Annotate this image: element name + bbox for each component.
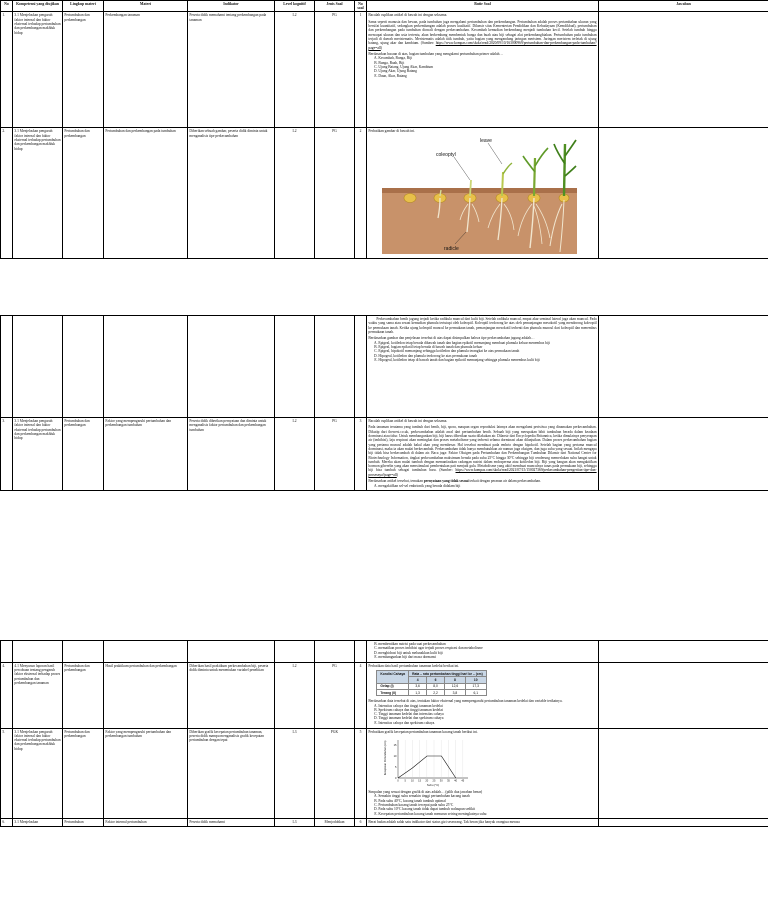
- cell-level: L2: [275, 128, 315, 259]
- graph-y-label: Kecepatan Pertumbuhan (cm): [384, 740, 388, 776]
- cell-level: L2: [275, 662, 315, 728]
- x-tick-label: 0: [397, 779, 400, 783]
- option-b: B. Bunga, Buah, Biji: [378, 61, 596, 65]
- question-intro: Perhatikan gambar di bawah ini.: [368, 129, 415, 134]
- table-row-continued: [1, 641, 768, 663]
- cell-materi: Hasil praktikum pertumbuhan dan perkembangan: [104, 662, 188, 728]
- header-lingkup: Lingkup materi: [63, 1, 104, 12]
- table-cell: 17,3: [465, 683, 486, 689]
- option-c: C. mematikan proses imbibisi agar terjadi proses respirasi dan metabolisme: [378, 646, 596, 650]
- option-list: [378, 341, 596, 362]
- cell-lingkup: Pertumbuhan dan perkembangan: [63, 728, 104, 819]
- y-tick-label: 0: [395, 777, 397, 781]
- question-intro: Bacalah cuplikan artikel di bawah ini dengan seksama.: [368, 419, 448, 423]
- y-tick-label: 15: [394, 744, 397, 748]
- cell-jenis: PG: [315, 662, 355, 728]
- table-row-continued: [1, 316, 768, 418]
- cell-indikator: Peserta didik memahami tentang perkembangan pada tanaman: [188, 12, 275, 128]
- label-radicle: radicle: [444, 245, 460, 252]
- question-intro: Perhatikan data hasil pertumbuhan tanaman kedelai berikut ini.: [368, 663, 460, 668]
- table-cell: 12,6: [445, 683, 466, 689]
- cell-indikator: Diberikan grafik kecepatan pertumbuhan tanaman, peserta didik mampu menganalisis grafik kecepatan pertumbuhan dengan tepat: [188, 728, 275, 819]
- cell-jenis: PG: [315, 418, 355, 491]
- growth-data-table: [376, 670, 486, 696]
- table-title: Rata – rata pertambahan tinggi hari ke – (cm): [409, 671, 487, 677]
- cell-level: L2: [275, 418, 315, 491]
- cell-indikator: Peserta didik memahami: [188, 819, 275, 826]
- label-coleoptyl: coleoptyl: [436, 151, 457, 158]
- table-row: [1, 418, 768, 491]
- header-jawaban: Jawaban: [599, 1, 768, 12]
- cell-nosoal: 2: [355, 128, 367, 259]
- table-cell: 3,6: [409, 683, 427, 689]
- cell-butir-soal: [367, 128, 599, 259]
- y-tick-label: 5: [395, 766, 397, 770]
- day-header: 10: [465, 677, 486, 683]
- cell-kompetensi: 3.1 Menjelaskan pengaruh faktor internal dan faktor eksternal terhadap pertumbuhan dan perkembangan makhluk hidup: [13, 728, 63, 819]
- table-cell: 8,0: [427, 683, 445, 689]
- row-label: Gelap (I): [377, 683, 409, 689]
- cell-materi: Faktor internal pertumbuhan: [104, 819, 188, 826]
- question-intro: Perhatikan grafik kecepatan pertumbuhan tanaman kacang tanah berikut ini.: [368, 729, 478, 734]
- cell-jawaban: [599, 128, 768, 259]
- table-cell: 6,1: [465, 690, 486, 696]
- cell-materi: Faktor yang mempengaruhi pertumbuhan dan perkembangan tumbuhan: [104, 728, 188, 819]
- option-a: A. Semakin tinggi suhu semakin tinggi pertumbuhan kacang tanah: [378, 794, 596, 798]
- header-materi: Materi: [104, 1, 188, 12]
- cell-jawaban: [599, 418, 768, 491]
- cell-jenis: PG: [315, 12, 355, 128]
- cell-butir-soal: [367, 12, 599, 128]
- option-list: [378, 642, 596, 659]
- cell-kompetensi: 3.1 Menjelaskan pengaruh faktor internal dan faktor eksternal terhadap pertumbuhan dan perkembangan makhluk hidup: [13, 12, 63, 128]
- x-tick-label: 40: [454, 779, 458, 783]
- option-list: [378, 56, 596, 77]
- cell-nosoal: 6: [355, 819, 367, 826]
- y-tick-label: 10: [394, 755, 397, 759]
- option-b: B. Spektrum cahaya dan tinggi tanaman kedelai: [378, 708, 596, 712]
- option-c: C. Tinggi tanaman kedelai dan intensitas cahaya: [378, 712, 596, 716]
- option-b: B. Pada suhu 40°C, kacang tanah tumbuh optimal: [378, 799, 596, 803]
- cell-nosoal: 5: [355, 728, 367, 819]
- page-3: [0, 640, 768, 906]
- option-e: E. Kecepatan pertumbuhan kacang tanah menurun seiring meningkatnya suhu: [378, 812, 596, 816]
- option-e: E. membangunkan biji dari masa dormansi: [378, 655, 596, 659]
- graph-x-label: Suhu (°C): [427, 783, 440, 788]
- cell-butir-soal: Berat badan adalah salah satu indikator dari status gizi seseorang. Tak heran jika banyak orangtua merasa: [367, 819, 599, 826]
- source-link[interactable]: https://www.kompas.com/skola/read/2020/09/10/163000969/pertumbuhan-dan-perkembangan-pada-tumbuhan?page=all: [368, 41, 597, 50]
- kisi-kisi-table: [0, 640, 768, 827]
- header-jenis: Jenis Soal: [315, 1, 355, 12]
- table-corner: Kondisi Cahaya: [377, 671, 409, 684]
- table-row: [1, 819, 768, 826]
- option-c: C. Epigeal, hipokotil memanjang sehingga kotiledon dan plumula terangkat ke atas permukaan tanah: [378, 349, 596, 353]
- cell-butir-soal: [367, 418, 599, 491]
- kisi-kisi-table: [0, 0, 768, 259]
- cell-nosoal: 4: [355, 662, 367, 728]
- header-kompetensi: Kompetensi yang diujikan: [13, 1, 63, 12]
- header-indikator: Indikator: [188, 1, 275, 12]
- cell-level: L3: [275, 728, 315, 819]
- x-tick-label: 25: [432, 779, 436, 783]
- cell-butir-soal: [367, 662, 599, 728]
- growth-rate-graph: [382, 736, 474, 788]
- cell-lingkup: Pertumbuhan dan perkembangan: [63, 12, 104, 128]
- cell-jawaban: [599, 819, 768, 826]
- cell-kompetensi: 3.1 Menjelaskan pengaruh faktor internal dan faktor eksternal terhadap pertumbuhan dan perkembangan makhluk hidup: [13, 418, 63, 491]
- cell-kompetensi: 3.1 Menjelaskan pengaruh faktor internal dan faktor eksternal terhadap pertumbuhan dan perkembangan makhluk hidup: [13, 128, 63, 259]
- option-c: C. Pertumbuhan kacang tanah tercepat pada suhu 25°C: [378, 803, 596, 807]
- option-e: E. Hipogeal, kotiledon tetap di bawah tanah dan bagian epikotil memanjang sehingga plumula menembus kulit biji: [378, 358, 596, 362]
- option-d: D. Tinggi tanaman kedelai dan spektrum cahaya: [378, 716, 596, 720]
- question-stem: Berdasarkan bacaan di atas, bagian tumbuhan yang mengalami pertumbuhan primer adalah…: [368, 52, 504, 57]
- cell-no: 3.: [1, 418, 13, 491]
- header-level: Level kognitif: [275, 1, 315, 12]
- option-a: A. Epigeal, kotiledon tetap berada dibawah tanah dan bagian epikotil memanjang membuat plumula keluar menembus biji: [378, 341, 596, 345]
- article-paragraph: Pada tanaman terutama yang tumbuh dari benih, biji, spora, maupun organ reproduksi lainnya akan mengalami peristiwa yang dinamakan perkecambahan. Dikutip dari thewest.co.uk, perkecambahan adalah awal dari pertumbuhan benih. Sebuah biji yang merupakan bibit tumbuhan berada dalam keadaan dorminasi atau tidur. Untuk membangunkan biji, biji harus diberikan suatu dilakukan air. Dilansir dari Encyclopedia Britannica, ketika dimulainya penyerapan air (imbibisi), laju respirasi akan meningkat dan proses metabolisme yang terhenti selama dorminasi akan dilanjutkan. Dalam proses perkecambahan bagian yang pertama muncul adalah bakal akan yang membesar. Hal tersebut membuat pada embrio dengan hipokotil. Setelah bagian yang pertama muncul dorminasi, maka ia akan mulai berkecambah. Perkecambahan tidak hanya membutuhkan air namun juga oksigen, dan juga suhu yang sesuai. Inilah mengapa biji tidak bisa berkecambah di dalam air. Baca juga: Faktor Oksigen pada Pertumbuhan dan Perkembangan Tumbuhan Dilansir dari National Center for Biotechnology Information, tingkat perkecambahan maksimum berada pada suhu 25°C hingga 30°C sehingga biji cenderung memerlukan suhu hangat untuk tumbuh. Mereka akan mulai tumbuh dengan memanfaatkan cadangan nutrisi dalam endosperma atau kotiledon biji. Biji yang bangun akan mengaktifkan hormon giberelin yang akan menstimulasi pembentukan pati menjadi gula. Metabolisme yang aktif membuat munculnya tunas pada permukaan biji, sehingga biji bisa tumbuh sebagai tumbuhan baru. (Sumber: https://www.kompas.com/skola/read/2021/07/15/150027369/perkecambahan-pengertian-tipe-dan-prosesnya?page=all): [368, 425, 597, 477]
- cell-no: 2.: [1, 128, 13, 259]
- table-header-row: [1, 1, 768, 12]
- cell-nosoal: 1: [355, 12, 367, 128]
- page-1: [0, 0, 768, 298]
- cell-kompetensi: 4.1 Menyusun laporan hasil percobaan tentang pengaruh faktor eksternal terhadap proses pertumbuhan dan perkembangan tanaman: [13, 662, 63, 728]
- table-row: [1, 728, 768, 819]
- header-butir: Butir Soal: [367, 1, 599, 12]
- cell-butir-soal: [367, 316, 599, 418]
- seed-1: [404, 193, 416, 202]
- cell-no: 5.: [1, 728, 13, 819]
- option-a: A. Intensitas cahaya dan tinggi tanaman kedelai: [378, 704, 596, 708]
- corn-germination-figure: [382, 136, 577, 254]
- page-2: [0, 315, 768, 615]
- cell-materi: Pertumbuhan dan perkembangan pada tumbuhan: [104, 128, 188, 259]
- question-stem: Berdasarkan data tersebut di atas, tentukan faktor eksternal yang mempengaruhi pertumbuhan tanaman kedelai dan variable terikatnya.: [368, 699, 563, 704]
- cell-materi: Faktor yang mempengaruhi pertumbuhan dan perkembangan tumbuhan: [104, 418, 188, 491]
- x-tick-label: 30: [440, 779, 444, 783]
- header-nosoal: No soal: [355, 1, 367, 12]
- option-e: E. Intensitas cahaya dan spektrum cahaya.: [378, 721, 596, 725]
- cell-no: 4.: [1, 662, 13, 728]
- header-no: No: [1, 1, 13, 12]
- x-tick-label: 20: [425, 779, 429, 783]
- day-header: 8: [445, 677, 466, 683]
- table-row: [1, 662, 768, 728]
- cell-lingkup: Pertumbuhan dan perkembangan: [63, 128, 104, 259]
- option-list: [378, 484, 596, 488]
- option-e: E. Daun, Akar, Batang: [378, 74, 596, 78]
- question-intro: Bacalah cuplikan artikel di bawah ini dengan seksama.: [368, 13, 448, 18]
- cell-no: 1.: [1, 12, 13, 128]
- question-stem: Berdasarkan gambar dan penjelasan tersebut di atas dapat disimpulkan bahwa tipe perkecambahan jagung adalah…: [368, 336, 535, 341]
- option-d: D. menghidrasi biji untuk melunakkan kulit biji: [378, 651, 596, 655]
- option-a: A. mengaktifkan sel-sel embrionik yang berada didalam biji: [378, 484, 596, 488]
- table-cell: 3,8: [445, 690, 466, 696]
- cell-indikator: Diberikan hasil praktikum perkecambahan biji, peserta didik diminta untuk menentukan variabel penelitian: [188, 662, 275, 728]
- x-tick-label: 15: [418, 779, 422, 783]
- cell-lingkup: Pertumbuhan dan perkembangan: [63, 418, 104, 491]
- cell-jenis: PG: [315, 128, 355, 259]
- option-d: D. Hipogeal, kotiledon dan plumula terdorong ke atas permukaan tanah: [378, 354, 596, 358]
- table-row: [1, 12, 768, 128]
- article-paragraph: Sama seperti manusia dan hewan, pada tumbuhan juga mengalami pertumbuhan dan perkembangan. Pertumbuhan adalah proses pertambahan ukuran yang bersifat kuantitatif, sedangkan perkembangan adalah proses kualitatif. Dilansir situs Kementerian Pendidikan dan Kebudayaan (Kemdikbud), pertumbuhan dan perkembangan pada tumbuhan diawali dengan perkecambahan. Kecambah kemudian berkembang menjadi tumbuhan kecil. Setelah tumbuh hingga mencapai ukuran dan usia tertentu, akan berkembang membentuk bunga dan buah atau biji sebagai alat perkembangbiakan. Pertumbuhan pada tumbuhan terjadi di daerah meristematis. Meristematis adalah titik tumbuh, yaitu bagian yang mengandung jaringan meristem. Jaringan meristem terletak di ujung batang, ujung akar dan kambium. (Sumber: https://www.kompas.com/skola/read/2020/09/10/163000969/pertumbuhan-dan-perkembangan-pada-tumbuhan?page=all): [368, 19, 597, 50]
- article-paragraph: Perkecambahan benih jagung terjadi ketika radikula muncul dari kulit biji. Setelah radikula muncul, empat akar seminal lateral juga akan muncul. Pada waktu yang sama atau sesaat kemudian plumula tertutupi oleh koleoptil. Koleoptil terdorong ke atas oleh pemanjangan mesokotil yang mendorong koleoptil ke permukaan tanah. Ketika ujung koleoptil muncul ke permukaan tanah, pemanjangan mesokotil terhenti dan plumula muncul dari koleoptil dan menembus permukaan tanah.: [368, 317, 597, 334]
- day-header: 4: [409, 677, 427, 683]
- option-list: [378, 794, 596, 815]
- cell-lingkup: Pertumbuhan dan perkembangan: [63, 662, 104, 728]
- cell-butir-soal: [367, 641, 599, 663]
- option-d: D. Ujung Akar, Ujung Batang: [378, 69, 596, 73]
- label-leave: leave: [480, 137, 493, 144]
- row-label: Terang (II): [377, 690, 409, 696]
- question-stem: Berdasarkan artikel tersebut, temukan pernyataan yang tidak sesuai terkait dengan peranan air dalam perkecambahan.: [368, 479, 541, 484]
- option-a: A. Kecambah, Bunga, Biji: [378, 56, 596, 60]
- cell-materi: Perkembangan tanaman: [104, 12, 188, 128]
- x-tick-label: 10: [411, 779, 415, 783]
- source-link[interactable]: https://www.kompas.com/skola/read/2021/07/15/150027369/perkecambahan-pengertian-tipe-dan-prosesnya?page=all: [368, 468, 597, 477]
- cell-level: L2: [275, 12, 315, 128]
- option-list: [378, 704, 596, 725]
- cell-jenis: PGK: [315, 728, 355, 819]
- cell-jawaban: [599, 728, 768, 819]
- question-stem: Simpulan yang sesuai dengan grafik di atas adalah… (pilih dua jawaban benar): [368, 790, 483, 795]
- option-d: D. Pada suhu 10°C kacang tanah tidak dapat tumbuh walaupun sedikit: [378, 807, 596, 811]
- cell-jawaban: [599, 12, 768, 128]
- cell-level: L3: [275, 819, 315, 826]
- cell-indikator: Peserta didik diberikan pernyataan dan diminta untuk menganalisis faktor pertumbuhan dan perkembangan tumbuhan: [188, 418, 275, 491]
- table-cell: 2,2: [427, 690, 445, 696]
- cell-nosoal: 3: [355, 418, 367, 491]
- cell-lingkup: Pertumbuhan: [63, 819, 104, 826]
- cell-no: 6.: [1, 819, 13, 826]
- table-cell: 1,3: [409, 690, 427, 696]
- cell-indikator: Diberikan sebuah gambar, peserta didik diminta untuk menganalisis tipe perkecambahan: [188, 128, 275, 259]
- option-b: B. membentikan nutrisi pada saat perkecambahan: [378, 642, 596, 646]
- x-tick-label: 5: [404, 779, 407, 783]
- day-header: 6: [427, 677, 445, 683]
- x-tick-label: 35: [447, 779, 451, 783]
- kisi-kisi-table: [0, 315, 768, 491]
- cell-kompetensi: 3.1 Menjelaskan: [13, 819, 63, 826]
- cell-butir-soal: [367, 728, 599, 819]
- table-row: [1, 128, 768, 259]
- option-c: C. Ujung Batang, Ujung Akar, Kambium: [378, 65, 596, 69]
- cell-jawaban: [599, 662, 768, 728]
- x-tick-label: 45: [461, 779, 465, 783]
- option-b: B. Epigeal, bagian epikotil tetap berada di bawah tanah dan plumula keluar: [378, 345, 596, 349]
- cell-jenis: Menjodohkan: [315, 819, 355, 826]
